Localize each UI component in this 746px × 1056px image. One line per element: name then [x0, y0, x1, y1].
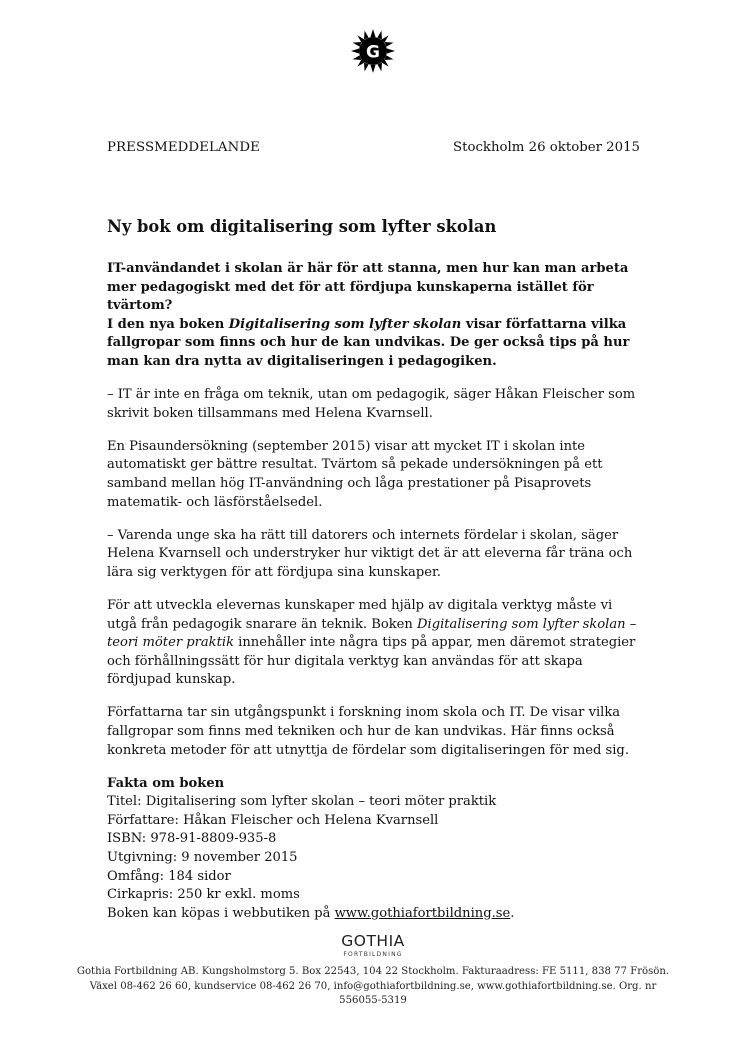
logo-letter: G	[366, 42, 380, 63]
fact-isbn: ISBN: 978-91-8809-935-8	[107, 831, 277, 847]
buy-text: Boken kan köpas i webbutiken på	[107, 905, 335, 921]
fact-pages: Omfång: 184 sidor	[107, 868, 231, 884]
location-date: Stockholm 26 oktober 2015	[453, 140, 640, 155]
paragraph-quote-kvarnsell: – Varenda unge ska ha rätt till datorers och internets fördelar i skolan, säger Helena Kvarnsell och understryker hur viktigt det är att eleverna får träna och lära sig verktygen för att fördjupa sina kunskaper.	[107, 527, 633, 580]
fact-price: Cirkapris: 250 kr exkl. moms	[107, 887, 300, 903]
p4-before: För att utveckla elevernas kunskaper med hjälp av digitala verktyg måste vi utgå från pedagogik snarare än teknik. Boken	[107, 597, 613, 632]
webshop-link[interactable]: www.gothiafortbildning.se	[334, 905, 511, 921]
lead-line2-before: I den nya boken	[107, 316, 229, 332]
book-facts	[107, 775, 639, 924]
fact-release: Utgivning: 9 november 2015	[107, 850, 298, 866]
article-body	[107, 260, 639, 923]
press-release-label: PRESSMEDDELANDE	[107, 140, 260, 155]
page-title: Ny bok om digitalisering som lyfter skolan	[107, 217, 497, 236]
paragraph-pisa: En Pisaundersökning (september 2015) visar att mycket IT i skolan inte automatiskt ger bättre resultat. Tvärtom så pekade undersökningen på ett samband mellan hög IT-användning och låga prestationer på Pisaprovets matematik- och läsförståelsedel.	[107, 438, 603, 510]
footer-line3: 556055-5319	[339, 995, 407, 1006]
p4-after: innehåller inte några tips på appar, men däremot strategier och förhållningssätt för hur digitala verktyg kan användas för att skapa fördjupad kunskap.	[107, 635, 636, 688]
p4-book-title: Digitalisering som lyfter skolan – teori möter praktik	[107, 616, 637, 651]
facts-heading: Fakta om boken	[107, 775, 225, 791]
footer-line2: Växel 08-462 26 60, kundservice 08-462 26 70, info@gothiafortbildning.se, www.gothiafortbildning.se. Org. nr	[89, 980, 657, 992]
lead-paragraph	[107, 260, 639, 372]
fact-buy	[107, 905, 639, 924]
paragraph-research: Författarna tar sin utgångspunkt i forskning inom skola och IT. De visar vilka fallgropar som finns med tekniken och hur de kan undvikas. Här finns också konkreta metoder för att utnyttja de fördelar som digitaliseringen för med sig.	[107, 705, 629, 758]
paragraph-quote-fleischer: – IT är inte en fråga om teknik, utan om pedagogik, säger Håkan Fleischer som skrivit boken tillsammans med Helena Kvarnsell.	[107, 387, 636, 421]
fact-title: Titel: Digitalisering som lyfter skolan – teori möter praktik	[107, 794, 497, 810]
footer-line1: Gothia Fortbildning AB. Kungsholmstorg 5. Box 22543, 104 22 Stockholm. Fakturaadress: FE 5111, 838 77 Frösön.	[76, 966, 670, 977]
paragraph-pedagogy	[107, 597, 639, 690]
lead-line1: IT-användandet i skolan är här för att stanna, men hur kan man arbeta mer pedagogiskt med det för att fördjupa kunskaperna istället för tvärtom?	[107, 261, 629, 314]
lead-book-title: Digitalisering som lyfter skolan	[228, 316, 462, 332]
brand-subtitle: FORTBILDNING	[343, 951, 403, 958]
gothia-brand-logo	[0, 932, 746, 958]
brand-name: GOTHIA	[341, 932, 405, 950]
buy-end: .	[510, 905, 515, 921]
lead-line2-after: visar författarna vilka fallgropar som finns och hur de kan undvikas. De ger också tips på hur man kan dra nytta av digitaliseringen i pedagogiken.	[107, 316, 630, 369]
footer-address	[0, 965, 746, 1009]
gothia-sun-logo-icon	[350, 28, 396, 74]
fact-authors: Författare: Håkan Fleischer och Helena Kvarnsell	[107, 812, 439, 828]
